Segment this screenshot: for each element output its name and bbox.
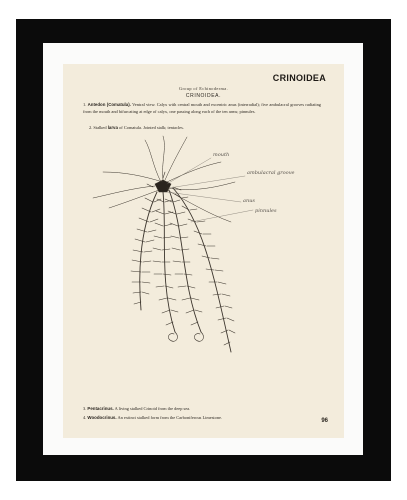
item-1-text: Ventral view. Calyx with central mouth and excentric anus (interradial); five ambulacral grooves radiating from the mouth and bifurcating at edge of calyx, one passing along each of the ten arms; pinnules. bbox=[83, 102, 321, 114]
label-pinnules: pinnules bbox=[255, 208, 277, 214]
crinoid-illustration bbox=[63, 132, 344, 402]
item-1-number: 1. bbox=[83, 102, 87, 107]
item-4-name: Woodocrinus. bbox=[87, 415, 117, 420]
item-1-name: Antedon bbox=[87, 102, 106, 107]
item-4-description bbox=[83, 415, 222, 420]
item-3-text: A living stalked Crinoid from the deep sea. bbox=[114, 406, 191, 411]
pinnule-arm-left bbox=[131, 192, 161, 310]
item-2-prefix: Stalked bbox=[93, 125, 107, 130]
item-4-number: 4. bbox=[83, 415, 87, 420]
group-heading: Group of Echinoderma. bbox=[178, 86, 229, 91]
page-number: 96 bbox=[321, 418, 328, 424]
item-2-name: larva bbox=[107, 125, 118, 130]
item-4-text: An extinct stalked form from the Carboniferous Limestone. bbox=[117, 415, 223, 420]
item-1-alt-name: (Comatula). bbox=[106, 102, 131, 107]
pinnule-arm-center-right bbox=[165, 190, 202, 332]
pinnule-arm-center-left bbox=[153, 192, 178, 332]
label-anus: anus bbox=[243, 198, 255, 204]
curled-tip-2 bbox=[168, 332, 177, 341]
item-2-text: of Comatula. Jointed stalk; tentacles. bbox=[119, 125, 184, 130]
item-3-description bbox=[83, 406, 190, 411]
plate-title: CRINOIDEA bbox=[272, 73, 326, 83]
item-1-description bbox=[83, 102, 321, 115]
curled-tip-1 bbox=[194, 332, 203, 341]
item-2-description bbox=[89, 125, 184, 130]
plate-page bbox=[63, 64, 344, 438]
label-mouth: mouth bbox=[213, 152, 230, 158]
label-ambulacral-groove: ambulacral groove bbox=[247, 170, 295, 176]
item-3-number: 3. bbox=[83, 406, 87, 411]
item-2-number: 2. bbox=[89, 125, 93, 130]
item-3-name: Pentacrinus. bbox=[87, 406, 114, 411]
leader-lines bbox=[167, 158, 253, 222]
plate-subtitle: CRINOIDEA. bbox=[185, 93, 222, 99]
